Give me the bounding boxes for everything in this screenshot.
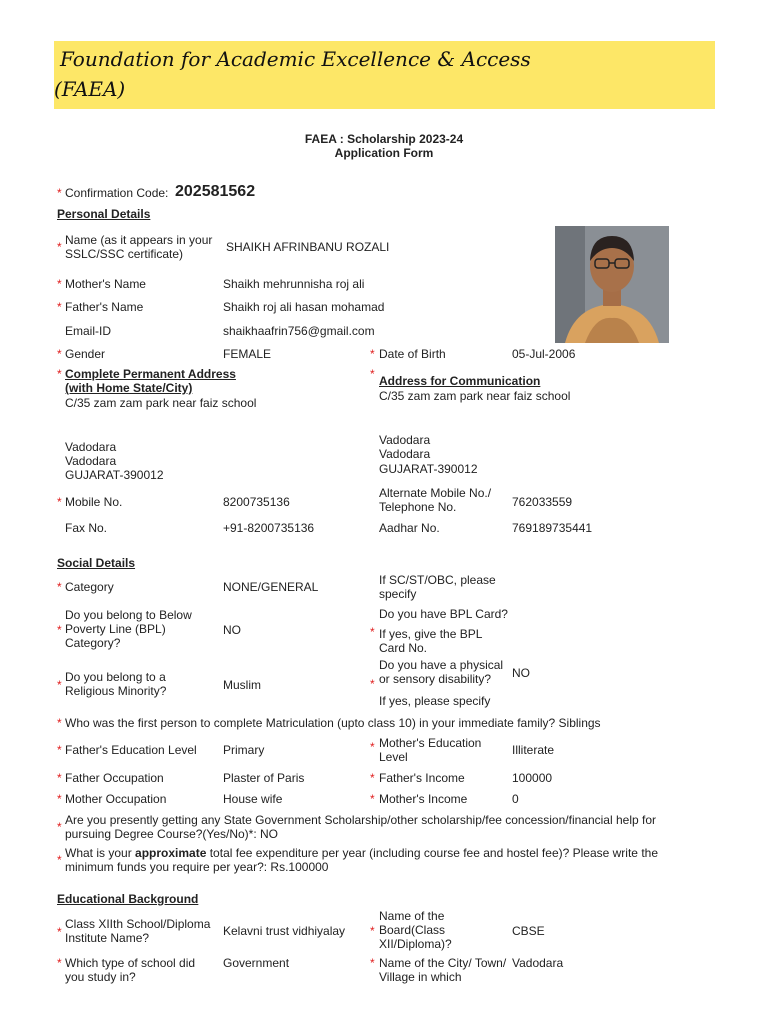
aadhar-value: 769189735441 [512,521,593,535]
mother-income-value: 0 [512,792,519,806]
city-label: Name of the City/ Town/ Village in which [379,956,507,984]
mother-name-label: Mother's Name [65,277,146,291]
dob-value: 05-Jul-2006 [512,347,576,361]
required-star: * [370,956,375,970]
father-education-value: Primary [223,743,265,757]
required-star: * [57,240,62,254]
org-name: Foundation for Academic Excellence & Access [60,47,531,71]
perm-address-city: Vadodara [65,440,117,454]
required-star: * [57,186,62,200]
comm-address-label: Address for Communication [379,374,541,388]
confirmation-label: Confirmation Code: [65,186,169,200]
required-star: * [57,300,62,314]
mother-education-label: Mother's Education Level [379,736,482,764]
alt-mobile-value: 762033559 [512,495,573,509]
comm-address-city: Vadodara [379,433,431,447]
bpl-card-no-label: If yes, give the BPL Card No. [379,627,482,655]
required-star: * [57,771,62,785]
aadhar-label: Aadhar No. [379,521,440,535]
form-title: FAEA : Scholarship 2023-24 [304,132,464,146]
father-occupation-label: Father Occupation [65,771,164,785]
form-subtitle: Application Form [334,146,434,160]
section-social-details: Social Details [57,556,136,570]
alt-mobile-label: Alternate Mobile No./ Telephone No. [379,486,492,514]
mobile-label: Mobile No. [65,495,123,509]
perm-address-label: Complete Permanent Address (with Home State/City) [65,367,236,395]
required-star: * [57,820,62,834]
disability-label: Do you have a physical or sensory disability? [379,658,504,686]
org-abbrev: (FAEA) [54,77,126,101]
bpl-value: NO [223,623,241,637]
father-occupation-value: Plaster of Paris [223,771,305,785]
disability-value: NO [512,666,530,680]
school-name-label: Class XIIth School/Diploma Institute Name? [65,917,211,945]
required-star: * [57,277,62,291]
gender-label: Gender [65,347,106,361]
school-name-value: Kelavni trust vidhiyalay [223,924,346,938]
applicant-photo [555,226,669,343]
required-star: * [57,925,62,939]
scholarship-question: Are you presently getting any State Government Scholarship/other scholarship/fee concession/financial help for pursuing Degree Course?(Yes/No)*: NO [65,813,656,841]
required-star: * [370,625,375,639]
fax-label: Fax No. [65,521,108,535]
category-value: NONE/GENERAL [223,580,319,594]
father-education-label: Father's Education Level [65,743,197,757]
required-star: * [370,924,375,938]
perm-address-line1: C/35 zam zam park near faiz school [65,396,257,410]
header-banner [54,41,715,109]
city-value: Vadodara [512,956,564,970]
mother-income-label: Mother's Income [379,792,468,806]
scst-specify-label: If SC/ST/OBC, please specify [379,573,496,601]
required-star: * [57,853,62,867]
section-educational-background: Educational Background [57,892,199,906]
fax-value: +91-8200735136 [223,521,315,535]
required-star: * [370,792,375,806]
perm-address-state: GUJARAT-390012 [65,468,164,482]
bpl-label: Do you belong to Below Poverty Line (BPL) Category? [65,608,192,650]
required-star: * [370,740,375,754]
father-income-label: Father's Income [379,771,465,785]
perm-address-district: Vadodara [65,454,117,468]
required-star: * [57,580,62,594]
required-star: * [57,743,62,757]
email-label: Email-ID [65,324,112,338]
minority-value: Muslim [223,678,261,692]
mother-occupation-label: Mother Occupation [65,792,167,806]
required-star: * [370,367,375,381]
school-type-value: Government [223,956,290,970]
required-star: * [57,792,62,806]
father-name-label: Father's Name [65,300,144,314]
board-value: CBSE [512,924,545,938]
mother-name-value: Shaikh mehrunnisha roj ali [223,277,365,291]
disability-specify-label: If yes, please specify [379,694,491,708]
school-type-label: Which type of school did you study in? [65,956,196,984]
required-star: * [57,367,62,381]
required-star: * [57,956,62,970]
required-star: * [57,716,62,730]
father-income-value: 100000 [512,771,553,785]
dob-label: Date of Birth [379,347,446,361]
comm-address-state: GUJARAT-390012 [379,462,478,476]
confirmation-code: 202581562 [175,183,256,200]
required-star: * [57,623,62,637]
category-label: Category [65,580,114,594]
bpl-card-label: Do you have BPL Card? [379,607,508,621]
board-label: Name of the Board(Class XII/Diploma)? [379,909,452,951]
mother-education-value: Illiterate [512,743,555,757]
name-label: Name (as it appears in your SSLC/SSC certificate) [65,233,213,261]
comm-address-district: Vadodara [379,447,431,461]
name-value: SHAIKH AFRINBANU ROZALI [226,240,390,254]
comm-address-line1: C/35 zam zam park near faiz school [379,389,571,403]
email-value: shaikhaafrin756@gmail.com [223,324,375,338]
first-matric-question: Who was the first person to complete Matriculation (upto class 10) in your immediate family? Siblings [65,716,601,730]
required-star: * [370,771,375,785]
father-name-value: Shaikh roj ali hasan mohamad [223,300,385,314]
expenditure-question: What is your approximate total fee expenditure per year (including course fee and hostel fee)? Please write the minimum funds you require per year?: Rs.100000 [65,846,658,874]
mother-occupation-value: House wife [223,792,283,806]
required-star: * [57,347,62,361]
required-star: * [57,495,62,509]
required-star: * [370,347,375,361]
required-star: * [370,677,375,691]
minority-label: Do you belong to a Religious Minority? [65,670,167,698]
mobile-value: 8200735136 [223,495,290,509]
gender-value: FEMALE [223,347,272,361]
section-personal-details: Personal Details [57,207,151,221]
required-star: * [57,678,62,692]
